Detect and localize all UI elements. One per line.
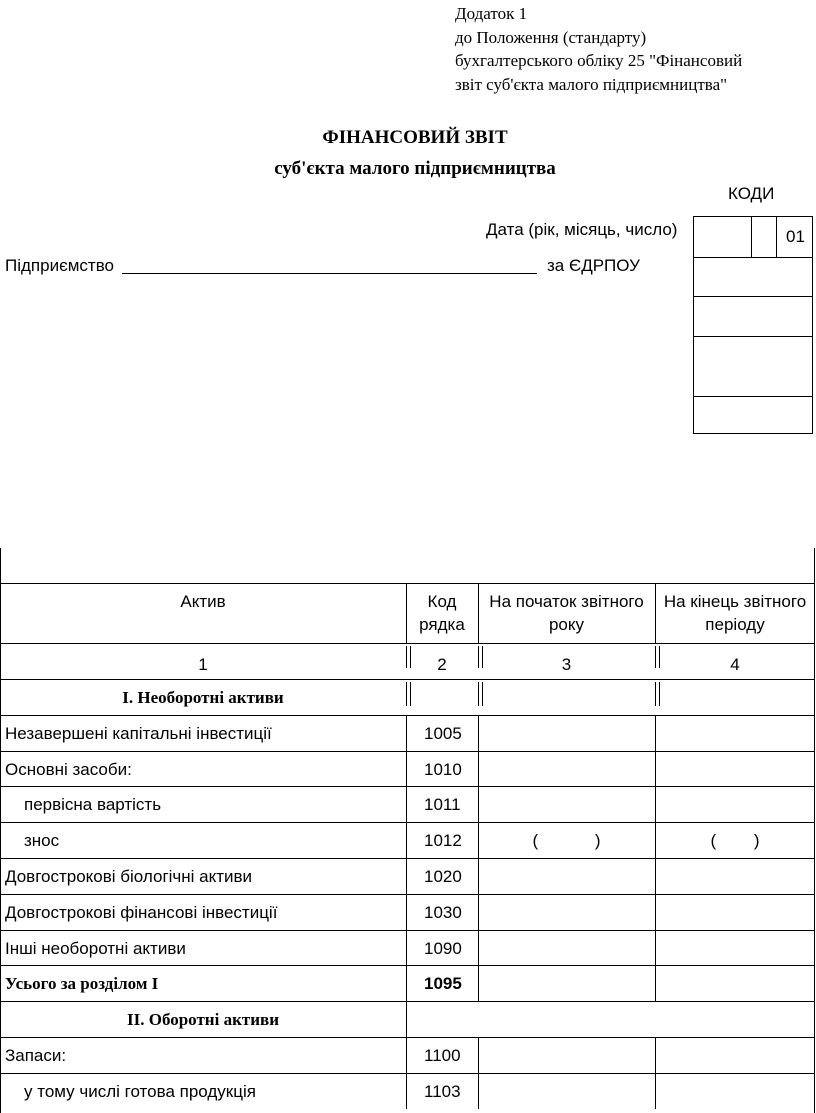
row-code: 1100 bbox=[424, 1046, 461, 1065]
header-code-line-1: Код bbox=[427, 592, 457, 611]
col-number-3: 3 bbox=[561, 655, 572, 674]
col-divider bbox=[655, 1037, 656, 1073]
col-divider bbox=[655, 894, 656, 930]
row-end-value[interactable]: ( ) bbox=[710, 831, 760, 850]
row-code: 1020 bbox=[424, 867, 462, 886]
header-start bbox=[478, 590, 655, 636]
col-divider bbox=[655, 786, 656, 822]
appendix-note bbox=[455, 2, 742, 96]
codes-header: КОДИ bbox=[728, 184, 775, 203]
row-code: 1090 bbox=[424, 939, 462, 958]
col-divider bbox=[478, 682, 483, 706]
col-divider bbox=[655, 930, 656, 966]
col-divider bbox=[478, 1037, 479, 1073]
code-row-divider bbox=[694, 296, 812, 297]
col-divider bbox=[655, 751, 656, 787]
col-number-4: 4 bbox=[730, 655, 740, 674]
row-label: первісна вартість bbox=[24, 795, 162, 814]
row-code: 1030 bbox=[424, 903, 462, 922]
col-divider bbox=[406, 1001, 407, 1037]
col-divider bbox=[655, 682, 660, 706]
header-start-line-1: На початок звітного bbox=[489, 592, 644, 611]
col-divider bbox=[406, 751, 407, 787]
row-label: знос bbox=[24, 831, 60, 850]
col-divider bbox=[406, 894, 407, 930]
col-divider bbox=[478, 1073, 479, 1109]
col-divider bbox=[478, 930, 479, 966]
header-end-line-1: На кінець звітного bbox=[663, 592, 807, 611]
col-divider bbox=[478, 858, 479, 894]
row-line bbox=[0, 965, 815, 966]
col-divider bbox=[655, 965, 656, 1001]
row-label: Інші необоротні активи bbox=[5, 939, 186, 958]
col-divider bbox=[406, 858, 407, 894]
row-label: у тому числі готова продукція bbox=[24, 1082, 256, 1101]
col-divider bbox=[655, 1073, 656, 1109]
col-divider bbox=[655, 858, 656, 894]
col-divider bbox=[478, 965, 479, 1001]
code-row-divider bbox=[694, 396, 812, 397]
appendix-line-3: бухгалтерського обліку 25 "Фінансовий bbox=[455, 51, 743, 70]
date-divider bbox=[751, 217, 752, 257]
row-code: 1010 bbox=[424, 760, 462, 779]
table-line bbox=[0, 643, 815, 644]
row-code: 1012 bbox=[424, 831, 462, 850]
col-divider bbox=[406, 1073, 407, 1109]
row-line bbox=[0, 930, 815, 931]
row-label: Усього за розділом I bbox=[5, 974, 159, 993]
header-start-line-2: року bbox=[548, 615, 585, 634]
header-asset: Актив bbox=[180, 592, 226, 611]
row-line bbox=[0, 786, 815, 787]
col-divider bbox=[478, 751, 479, 787]
col-number-1: 1 bbox=[198, 655, 208, 674]
appendix-line-4: звіт суб'єкта малого підприємництва" bbox=[455, 74, 728, 94]
table-line bbox=[0, 679, 815, 680]
col-divider bbox=[406, 715, 407, 751]
col-divider bbox=[478, 894, 479, 930]
company-name-field[interactable] bbox=[122, 273, 537, 274]
col-divider bbox=[406, 965, 407, 1001]
col-number-2: 2 bbox=[437, 655, 447, 674]
col-divider bbox=[406, 1037, 407, 1073]
row-label: Довгострокові біологічні активи bbox=[5, 867, 253, 886]
codes-box bbox=[693, 216, 813, 434]
row-line bbox=[0, 894, 815, 895]
row-line bbox=[0, 751, 815, 752]
row-line bbox=[0, 1001, 815, 1002]
header-end bbox=[655, 590, 815, 636]
document-title: ФІНАНСОВИЙ ЗВІТ bbox=[322, 127, 508, 148]
table-line bbox=[0, 583, 815, 584]
row-label: Основні засоби: bbox=[5, 760, 132, 779]
header-code bbox=[406, 590, 478, 636]
date-divider bbox=[776, 217, 777, 257]
col-divider bbox=[406, 930, 407, 966]
col-divider bbox=[478, 786, 479, 822]
col-divider bbox=[655, 715, 656, 751]
edrpou-label: за ЄДРПОУ bbox=[547, 256, 640, 275]
row-code: 1011 bbox=[424, 795, 461, 814]
code-row-divider bbox=[694, 257, 812, 258]
document-subtitle: суб'єкта малого підприємництва bbox=[274, 158, 556, 179]
col-divider bbox=[406, 822, 407, 858]
appendix-line-2: до Положення (стандарту) bbox=[455, 27, 647, 47]
row-line bbox=[0, 715, 815, 716]
date-month-value: 01 bbox=[786, 227, 805, 246]
header-end-line-2: періоду bbox=[705, 615, 765, 634]
row-label: Запаси: bbox=[5, 1046, 67, 1065]
row-line bbox=[0, 1037, 815, 1038]
row-label: Незавершені капітальні інвестиції bbox=[5, 724, 272, 743]
date-label: Дата (рік, місяць, число) bbox=[486, 220, 678, 239]
row-code: 1103 bbox=[424, 1082, 461, 1101]
row-label: Довгострокові фінансові інвестиції bbox=[5, 903, 278, 922]
row-line bbox=[0, 822, 815, 823]
row-code: 1005 bbox=[424, 724, 462, 743]
col-divider bbox=[406, 682, 411, 706]
col-divider bbox=[406, 786, 407, 822]
code-row-divider bbox=[694, 336, 812, 337]
company-label: Підприємство bbox=[5, 256, 115, 275]
row-line bbox=[0, 1073, 815, 1074]
appendix-line-1: Додаток 1 bbox=[455, 4, 528, 23]
row-start-value[interactable]: ( ) bbox=[532, 831, 601, 850]
row-label: I. Необоротні активи bbox=[122, 688, 284, 707]
col-divider bbox=[478, 715, 479, 751]
row-label: II. Оборотні активи bbox=[127, 1010, 279, 1029]
row-line bbox=[0, 858, 815, 859]
row-code: 1095 bbox=[424, 974, 462, 993]
header-code-line-2: рядка bbox=[419, 615, 465, 634]
